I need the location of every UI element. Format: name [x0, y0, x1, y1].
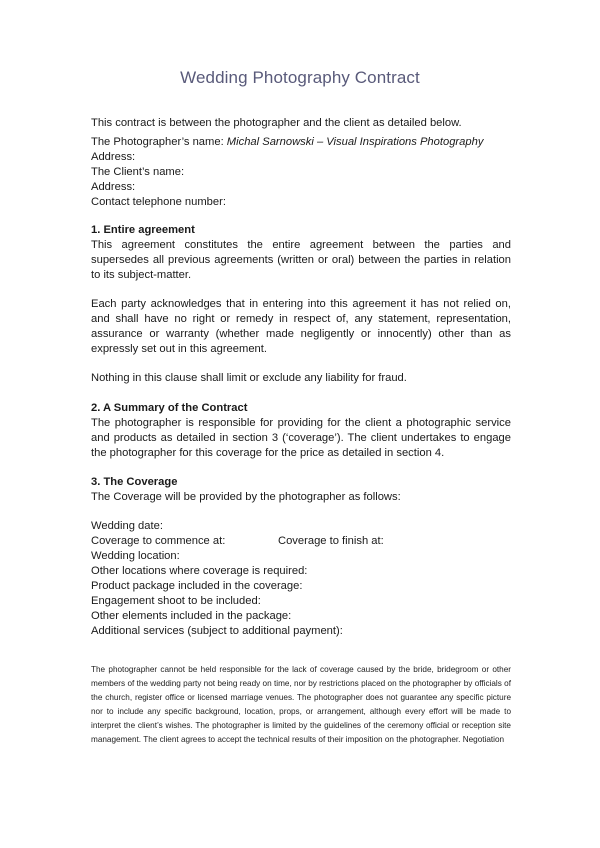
other-elements-label: Other elements included in the package:	[91, 610, 292, 622]
intro-block	[91, 116, 511, 210]
section-3-intro: The Coverage will be provided by the photographer as follows:	[91, 491, 401, 503]
photographer-line	[91, 135, 511, 150]
section-1-heading: 1. Entire agreement	[91, 224, 195, 236]
section-entire-agreement	[91, 223, 511, 283]
coverage-commence-label: Coverage to commence at:	[91, 535, 226, 547]
section-1-para-1: This agreement constitutes the entire agreement between the parties and supersedes all previous agreements (written or oral) between the parties in relation to its subject-matter.	[91, 239, 511, 281]
photographer-name: Michal Sarnowski – Visual Inspirations Photography	[226, 136, 484, 148]
client-name-label: The Client’s name:	[91, 166, 185, 178]
additional-services-label: Additional services (subject to additional payment):	[91, 625, 343, 637]
section-1-para-3-block	[91, 371, 511, 386]
engagement-shoot-label: Engagement shoot to be included:	[91, 595, 261, 607]
other-locations-label: Other locations where coverage is required:	[91, 565, 308, 577]
section-1-para-2-block	[91, 297, 511, 357]
photographer-address-label: Address:	[91, 151, 136, 163]
client-address-label: Address:	[91, 181, 136, 193]
wedding-location-label: Wedding location:	[91, 550, 180, 562]
section-1-para-2: Each party acknowledges that in entering into this agreement it has not relied on, and shall have no right or remedy in respect of, any statement, representation, assurance or warranty (whether made negligently or innocently) other than as expressly set out in this agreement.	[91, 298, 511, 355]
coverage-finish-label: Coverage to finish at:	[278, 535, 384, 547]
coverage-times-row	[91, 534, 511, 549]
document-title: Wedding Photography Contract	[180, 68, 420, 87]
section-summary	[91, 401, 511, 461]
phone-label: Contact telephone number:	[91, 196, 226, 208]
section-2-para-1: The photographer is responsible for providing for the client a photographic service and products as detailed in section 3 (‘coverage’). The client undertakes to engage the photographer for this coverage for the price as detailed in section 4.	[91, 417, 511, 459]
coverage-fields	[91, 519, 511, 639]
intro-text: This contract is between the photographer and the client as detailed below.	[91, 117, 462, 129]
section-coverage	[91, 475, 511, 505]
disclaimer-paragraph: The photographer cannot be held responsible for the lack of coverage caused by the bride, bridegroom or other members of the wedding party not being ready on time, nor by restrictions placed on the photographer by officials of the church, register office or licensed marriage venues. The photographer does not guarantee any specific picture nor to include any specific background, location, props, or arrangement, although every effort will be made to interpret the client’s wishes. The photographer is limited by the guidelines of the ceremony official or reception site management. The client agrees to accept the technical results of their imposition on the photographer. Negotiation	[91, 665, 511, 744]
section-1-para-3: Nothing in this clause shall limit or exclude any liability for fraud.	[91, 372, 407, 384]
photographer-label: The Photographer’s name:	[91, 136, 227, 148]
section-2-heading: 2. A Summary of the Contract	[91, 402, 248, 414]
product-package-label: Product package included in the coverage:	[91, 580, 303, 592]
section-3-heading: 3. The Coverage	[91, 476, 178, 488]
wedding-date-label: Wedding date:	[91, 520, 163, 532]
